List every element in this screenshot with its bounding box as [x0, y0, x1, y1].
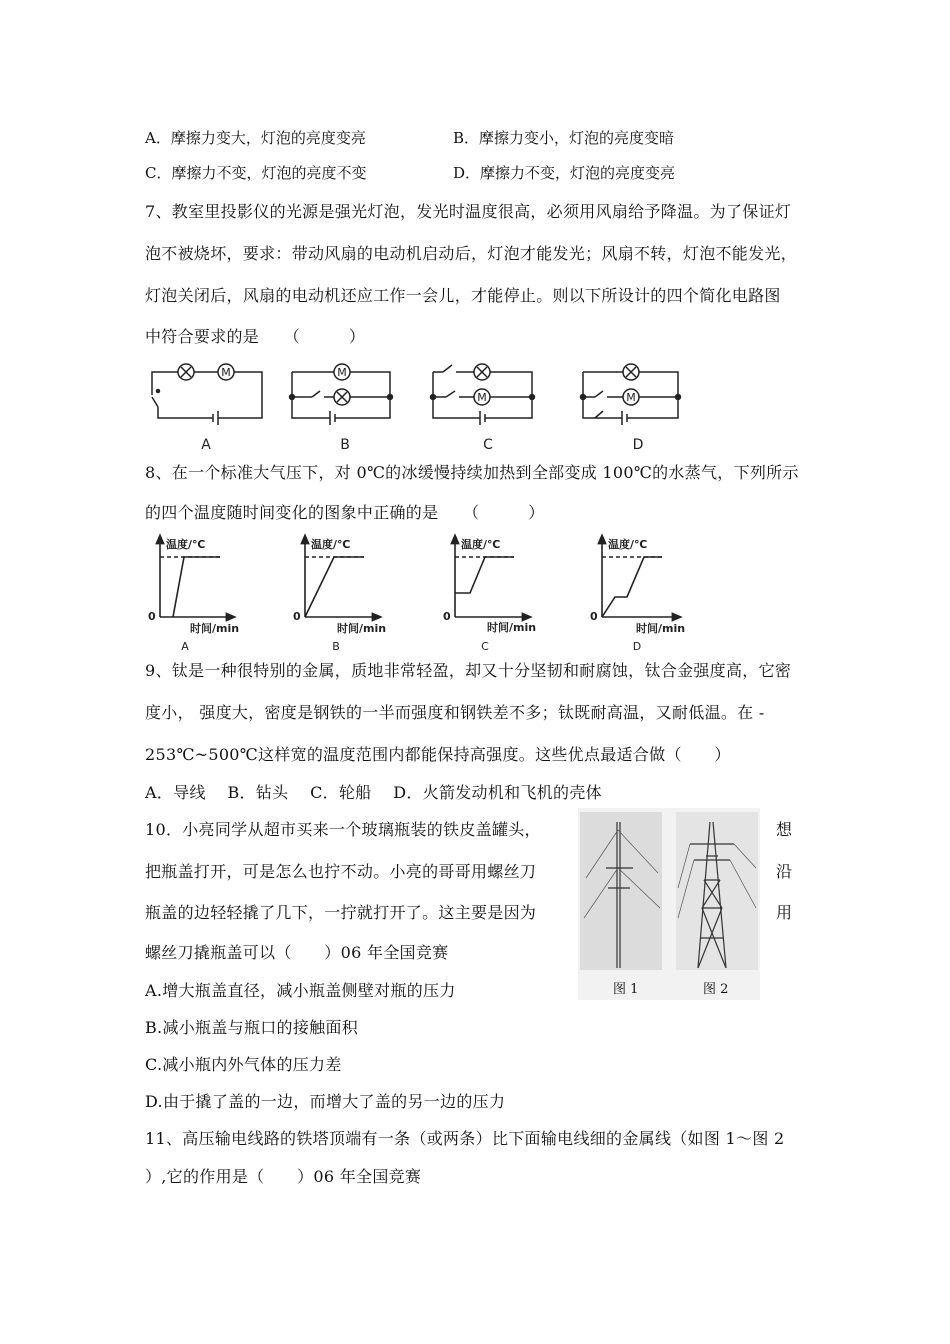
graph-b-origin: 0: [293, 610, 301, 623]
graph-label-a: A: [181, 640, 189, 653]
q10-right-word-3: 用: [776, 903, 793, 922]
figure-caption-1: 图 1: [613, 982, 639, 997]
graph-d-xlabel: 时间/min: [636, 622, 686, 635]
q9-line-3: 253℃~500℃这样宽的温度范围内都能保持高强度。这些优点最适合做（ ）: [145, 745, 731, 764]
q10-option-d: D.由于撬了盖的一边，而增大了盖的另一边的压力: [145, 1092, 506, 1111]
graph-c-xlabel: 时间/min: [487, 621, 537, 634]
q10-option-b: B.减小瓶盖与瓶口的接触面积: [145, 1018, 359, 1037]
q6-option-c: C．摩擦力不变，灯泡的亮度不变: [145, 164, 367, 182]
graph-d-ylabel: 温度/℃: [608, 538, 648, 551]
circuit-label-b: B: [340, 437, 350, 453]
circuit-label-d: D: [632, 437, 644, 453]
graph-label-c: C: [481, 640, 489, 653]
q8-line-2: 的四个温度随时间变化的图象中正确的是 （ ）: [145, 503, 545, 522]
graph-b-xlabel: 时间/min: [337, 622, 387, 635]
graph-b-ylabel: 温度/℃: [311, 538, 351, 551]
q10-line-1: 10．小亮同学从超市买来一个玻璃瓶装的铁皮盖罐头，: [145, 820, 541, 839]
graph-c-ylabel: 温度/℃: [461, 538, 501, 551]
tower-photos: [578, 808, 760, 1000]
graph-a-origin: 0: [148, 610, 156, 623]
q10-line-3: 瓶盖的边轻轻撬了几下，一拧就打开了。这主要是因为: [145, 903, 537, 922]
q11-line-2: ）,它的作用是（ ）06 年全国竞赛: [145, 1167, 422, 1186]
q7-line-4: 中符合要求的是 （ ）: [145, 327, 366, 346]
q11-line-1: 11、高压输电线路的铁塔顶端有一条（或两条）比下面输电线细的金属线（如图 1～图 2: [145, 1129, 785, 1148]
motor-symbol-a: M: [221, 366, 231, 379]
graph-label-b: B: [332, 640, 340, 653]
q7-circuit-diagrams: [140, 355, 700, 455]
figure-caption-2: 图 2: [703, 982, 729, 997]
q10-line-4: 螺丝刀撬瓶盖可以（ ）06 年全国竞赛: [145, 943, 449, 962]
q10-line-2: 把瓶盖打开，可是怎么也拧不动。小亮的哥哥用螺丝刀: [145, 862, 537, 881]
q9-line-1: 9、钛是一种很特别的金属，质地非常轻盈，却又十分坚韧和耐腐蚀，钛合金强度高，它密: [145, 661, 792, 680]
circuit-a: [152, 364, 262, 425]
circuit-label-a: A: [201, 437, 211, 453]
q6-option-b: B．摩擦力变小，灯泡的亮度变暗: [453, 129, 675, 147]
q9-options: A．导线 B．钻头 C．轮船 D．火箭发动机和飞机的壳体: [145, 783, 602, 802]
q7-line-3: 灯泡关闭后，风扇的电动机还应工作一会儿，才能停止。则以下所设计的四个简化电路图: [145, 286, 781, 305]
q6-option-d: D．摩擦力不变，灯泡的亮度变亮: [453, 164, 676, 182]
q10-option-c: C.减小瓶内外气体的压力差: [145, 1055, 342, 1074]
graph-label-d: D: [632, 640, 642, 653]
motor-symbol-b: M: [337, 366, 347, 379]
q10-right-word-1: 想: [776, 820, 793, 839]
graph-c-origin: 0: [443, 610, 451, 623]
q10-right-word-2: 沿: [776, 862, 793, 881]
circuit-label-c: C: [483, 437, 493, 453]
graph-d-origin: 0: [590, 610, 598, 623]
q8-temperature-graphs: [140, 530, 700, 655]
q10-option-a: A.增大瓶盖直径，减小瓶盖侧壁对瓶的压力: [145, 981, 456, 1000]
graph-a-ylabel: 温度/℃: [166, 538, 206, 551]
graph-a-xlabel: 时间/min: [190, 622, 240, 635]
q7-line-2: 泡不被烧坏，要求：带动风扇的电动机启动后，灯泡才能发光；风扇不转，灯泡不能发光，: [145, 244, 798, 263]
q8-line-1: 8、在一个标准大气压下，对 0℃的冰缓慢持续加热到全部变成 100℃的水蒸气，下列所示: [145, 463, 799, 482]
motor-symbol-c: M: [477, 391, 487, 404]
q6-option-a: A．摩擦力变大，灯泡的亮度变亮: [145, 129, 366, 147]
motor-symbol-d: M: [626, 391, 636, 404]
tower-illustration: [578, 808, 760, 1000]
q7-line-1: 7、教室里投影仪的光源是强光灯泡，发光时温度很高，必须用风扇给予降温。为了保证灯: [145, 202, 792, 221]
q9-line-2: 度小， 强度大，密度是钢铁的一半而强度和钢铁差不多；钛既耐高温，又耐低温。在 -: [145, 703, 765, 722]
